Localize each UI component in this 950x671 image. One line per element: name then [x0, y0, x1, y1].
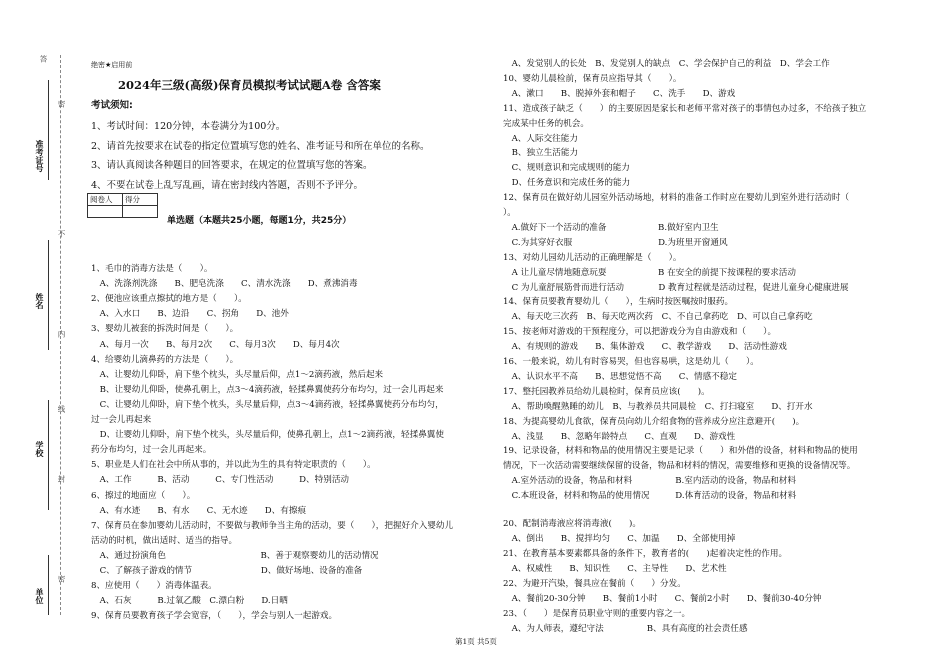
- question-line: A、为人师表，遵纪守法 B、具有高度的社会责任感: [503, 623, 748, 634]
- notice-line: 2、请首先按要求在试卷的指定位置填写您的姓名、准考证号和所在单位的名称。: [91, 141, 430, 152]
- question-line: 情况，下一次活动需要继续保留的设备，物品和材料的情况，需要维修和更换的设备情况等。: [503, 461, 856, 472]
- secret-label: 绝密★启用前: [91, 61, 133, 69]
- question-stem: 22、为避开汽染，餐具应在餐前（ ）分发。: [503, 579, 686, 589]
- question-line: C 为儿童舒展筋骨而进行活动 D 教育过程就是活动过程，促进儿童身心健康进展: [503, 282, 849, 293]
- question-stem: 6、擦过的地面应（ ）。: [91, 490, 196, 501]
- question-line: A、有规则的游戏 B、集体游戏 C、教学游戏 D、活动性游戏: [503, 342, 787, 353]
- question-line: A、让婴幼儿仰卧，肩下垫个枕头，头尽量后仰，点1～2滴药液，然后起来: [91, 369, 384, 380]
- notice-line: 3、请认真阅读各种题目的回答要求，在规定的位置填写您的答案。: [91, 160, 373, 171]
- binding-mark: 答: [39, 55, 48, 63]
- score-table-score: 得分: [123, 194, 158, 206]
- binding-mark: 不: [57, 230, 66, 238]
- binding-mark: 密: [57, 100, 66, 108]
- binding-underline: [48, 80, 49, 180]
- question-line: A.做好下一个活动的准备 B.做好室内卫生: [503, 222, 719, 233]
- question-stem: 3、婴幼儿被套的拆洗时间是（ ）。: [91, 324, 239, 335]
- question-stem: 7、保育员在参加婴幼儿活动时，不要做与教师争当主角的活动，要（ ），把握好介入婴幼儿: [91, 520, 454, 531]
- score-table: [87, 193, 158, 218]
- binding-label-unit: 单位: [35, 588, 44, 604]
- question-line: C.本班设备，材料和物品的使用情况 D.体育活动的设备，物品和材料: [503, 491, 797, 502]
- question-line: A、通过扮演角色 B、善于观察婴幼儿的活动情况: [91, 550, 379, 561]
- question-stem: 23、（ ）是保育员职业守则的重要内容之一。: [503, 608, 691, 619]
- question-line: D、任务意识和完成任务的能力: [503, 178, 631, 189]
- question-stem: 5、职业是人们在社会中所从事的，并以此为生的具有特定职责的（ ）。: [91, 460, 376, 471]
- question-stem: 2、便池应该重点擦拭的地方是（ ）。: [91, 294, 247, 305]
- binding-label-school: 学校: [35, 441, 44, 457]
- question-stem: 9、保育员要教育孩子学会宽容，（ ），学会与别人一起游戏。: [91, 611, 338, 622]
- question-line: C、规则意识和完成规则的能力: [503, 163, 630, 174]
- question-stem: 15、按老师对游戏的干预程度分，可以把游戏分为自由游戏和（ ）。: [503, 327, 777, 338]
- question-stem: 18、为提高婴幼儿食欲，保育员向幼儿介绍食物的营养成分应注意避开( )。: [503, 416, 805, 427]
- question-stem: 14、保育员要教育婴幼儿（ ），生病时按医嘱按时服药。: [503, 297, 734, 308]
- question-line: A、工作 B、活动 C、专门性活动 D、特别活动: [91, 475, 350, 486]
- question-line: D、让婴幼儿仰卧，肩下垫个枕头，头尽量后仰，使鼻孔朝上，点1～2滴药液，轻揉鼻翼使: [91, 430, 444, 441]
- question-line: 活动的时机，做出适时、适当的指导。: [91, 535, 238, 546]
- question-line: A、入水口 B、边沿 C、拐角 D、池外: [91, 309, 289, 320]
- score-table-cell[interactable]: [123, 206, 158, 218]
- question-stem: 4、给婴幼儿滴鼻药的方法是（ ）。: [91, 354, 239, 365]
- question-stem: 16、一般来说，幼儿有时容易哭，但也容易哄，这是幼儿（ ）。: [503, 357, 759, 367]
- notice-line: 4、不要在试卷上乱写乱画，请在密封线内答题，否则不予评分。: [91, 180, 364, 191]
- question-line: C.为其穿好衣服 D.为班里开窗通风: [503, 237, 728, 248]
- question-line: A、浅显 B、忽略年龄特点 C、直观 D、游戏性: [503, 431, 736, 442]
- question-line: A、权威性 B、知识性 C、主导性 D、艺术性: [503, 564, 727, 575]
- question-line: A、倒出 B、搅拌均匀 C、加温 D、全部使用掉: [503, 534, 736, 545]
- question-stem: 8、应使用（ ）消毒体温表。: [91, 581, 217, 592]
- binding-underline: [48, 555, 49, 615]
- binding-mark: 密: [57, 575, 66, 583]
- notice-title: 考试须知:: [91, 100, 133, 111]
- question-line: A、发觉别人的长处 B、发觉别人的缺点 C、学会保护自己的利益 D、学会工作: [503, 59, 830, 69]
- question-line: A 让儿童尽情地随意玩耍 B 在安全的前提下按课程的要求活动: [503, 267, 796, 278]
- section-heading: 单选题（本题共25小题，每题1分，共25分）: [167, 216, 352, 226]
- question-line: 过一会儿再起来: [91, 415, 152, 425]
- question-stem: 13、对幼儿园幼儿活动的正确理解是（ ）。: [503, 252, 682, 263]
- binding-underline: [48, 240, 49, 350]
- question-stem: 1、毛巾的消毒方法是（ ）。: [91, 264, 213, 274]
- question-stem: 10、婴幼儿晨检前，保育员应指导其（ ）。: [503, 73, 682, 84]
- binding-label-name: 姓名: [35, 293, 44, 309]
- page-title: 2024年三级(高级)保育员模拟考试试题A卷 含答案: [118, 78, 381, 92]
- question-line: C、让婴幼儿仰卧，肩下垫个枕头，头尽量后仰，点3～4滴药液，轻揉鼻翼使药分布均匀，: [91, 399, 444, 410]
- question-line: A、人际交往能力: [503, 133, 578, 144]
- question-line: A、漱口 B、脱掉外套和帽子 C、洗手 D、游戏: [503, 88, 736, 99]
- notice-line: 1、考试时间：120分钟，本卷满分为100分。: [91, 121, 286, 132]
- question-stem: 11、造成孩子缺乏（ ）的主要原因是家长和老师平常对孩子的事情包办过多，不给孩子独立: [503, 103, 867, 114]
- question-line: A、有水迹 B、有水 C、无水迹 D、有擦痕: [91, 505, 307, 516]
- page-footer: 第1页 共5页: [455, 637, 497, 646]
- score-table-grader: 阅卷人: [88, 194, 123, 206]
- question-stem: 20、配制消毒液应将消毒液( )。: [503, 519, 641, 530]
- question-line: A、石灰 B.过氧乙酸 C.漂白粉 D.日晒: [91, 596, 288, 607]
- question-stem: 12、保育员在做好幼儿园室外活动场地，材料的准备工作时应在婴幼儿到室外进行活动时（: [503, 193, 867, 204]
- question-line: 完成某中任务的机会。: [503, 118, 589, 129]
- question-line: ）。: [503, 208, 516, 218]
- binding-mark: 封: [57, 475, 66, 483]
- question-line: A、洗涤剂洗涤 B、肥皂洗涤 C、清水洗涤 D、煮沸消毒: [91, 279, 358, 290]
- question-line: B、独立生活能力: [503, 148, 579, 159]
- question-line: A、每天吃三次药 B、每天吃两次药 C、不自己拿药吃 D、可以自己拿药吃: [503, 312, 813, 323]
- question-stem: 17、整托园教养员给幼儿晨检时，保育员应该( )。: [503, 386, 710, 397]
- question-stem: 21、在教育基本要素都具备的条件下，教育者的( )起着决定性的作用。: [503, 549, 788, 560]
- question-line: A、认识水平不高 B、思想觉悟不高 C、情感不稳定: [503, 371, 737, 382]
- score-table-cell[interactable]: [88, 206, 123, 218]
- binding-underline: [48, 400, 49, 510]
- question-line: A、帮助唤醒熟睡的幼儿 B、与教养员共同晨检 C、打扫寝室 D、打开水: [503, 401, 813, 412]
- binding-label-exam-number: 准考证号: [35, 140, 44, 172]
- binding-mark: 内: [57, 330, 66, 338]
- question-stem: 19、记录设备，材料和物品的使用情况主要是记录（ ）和外借的设备，材料和物品的使用: [503, 446, 858, 457]
- question-line: B、让婴幼儿仰卧，使鼻孔朝上，点3～4滴药液，轻揉鼻翼使药分布均匀，过一会儿再起来: [91, 384, 444, 395]
- question-line: A、餐前20-30分钟 B、餐前1小时 C、餐前2小时 D、餐前30-40分钟: [503, 593, 822, 604]
- question-line: C、了解孩子游戏的情节 D、做好场地、设备的准备: [91, 566, 363, 576]
- question-line: A、每月一次 B、每月2次 C、每月3次 D、每月4次: [91, 339, 340, 350]
- question-line: 药分布均匀，过一会儿再起来。: [91, 445, 212, 456]
- question-line: A.室外活动的设备，物品和材料 B.室内活动的设备，物品和材料: [503, 476, 796, 487]
- binding-mark: 线: [57, 405, 66, 413]
